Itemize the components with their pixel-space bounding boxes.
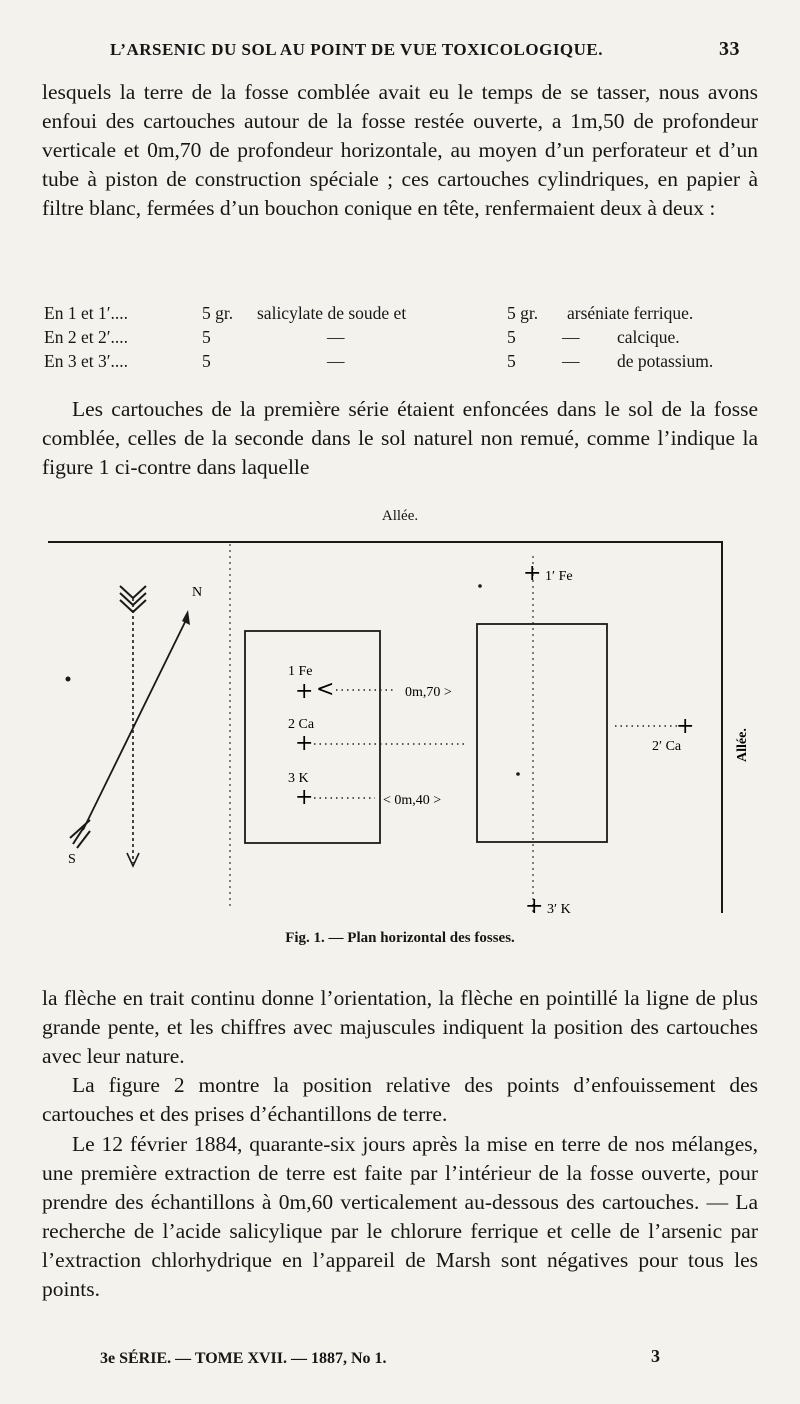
row-quantity-1: 5 [202, 351, 211, 371]
row-quantity-1: 5 [202, 327, 211, 347]
north-label: N [192, 585, 203, 600]
figure-plan-diagram [40, 528, 750, 919]
paragraph-4: La figure 2 montre la position relative des points d’enfouissement des cartouches et des prises d’échantillons de terre. [42, 1073, 758, 1126]
cartridge-label-2-ca: 2 Ca [288, 717, 315, 732]
cartridge-label-3p-k: 3′ K [547, 902, 571, 917]
side-allee-label: Allée. [735, 728, 750, 762]
left-chevron-icon: < [316, 677, 335, 702]
garden-border-line [48, 542, 722, 913]
south-label: S [68, 852, 76, 867]
series-info: 3e SÉRIE. — TOME XVII. — 1887, No 1. [100, 1350, 387, 1367]
cartridge-label-1p-fe: 1′ Fe [545, 569, 573, 584]
cartridge-cross-icon: + [523, 561, 542, 586]
footer [100, 1346, 660, 1368]
cartridge-label-1-fe: 1 Fe [288, 664, 313, 679]
cartridge-cross-icon: + [295, 731, 314, 756]
distance-40-label: < 0m,40 > [383, 793, 442, 808]
paragraph-2: Les cartouches de la première série étaient enfoncées dans le sol de la fosse comblée, celles de la seconde dans le sol naturel non remué, comme l’indique la figure 1 ci-contre dans laquelle [42, 397, 758, 479]
cartridge-cross-icon: + [676, 714, 695, 739]
marker-dot [516, 772, 520, 776]
row-quantity-1: 5 gr. [202, 303, 234, 323]
marker-dot [66, 677, 71, 682]
running-head-title: L’ARSENIC DU SOL AU POINT DE VUE TOXICOLOGIQUE. [110, 40, 604, 59]
figure-caption: Fig. 1. — Plan horizontal des fosses. [285, 930, 515, 946]
orientation-arrow-line [83, 616, 188, 830]
row-quantity-2: 5 gr. [507, 303, 539, 323]
table-row [42, 349, 752, 373]
cartridge-cross-icon: + [295, 679, 314, 704]
row-ditto-1: — [327, 351, 345, 371]
cartridge-table [42, 301, 752, 373]
cartridge-cross-icon: + [525, 894, 544, 919]
row-position: En 3 et 3′.... [44, 351, 129, 371]
open-pit-outline [477, 624, 607, 842]
row-substance-2: arséniate ferrique. [567, 303, 694, 323]
marker-dot [478, 584, 482, 588]
running-head [110, 40, 740, 60]
slope-arrow-head-icon [127, 853, 139, 866]
table-row [42, 325, 752, 349]
paragraph-1: lesquels la terre de la fosse comblée avait eu le temps de se tasser, nous avons enfoui des cartouches autour de la fosse restée ouverte, a 1m,50 de profondeur verticale et 0m,70 de profondeur horizontale, au moyen d’un perforateur et d’un tube à piston de construction spéciale ; ces cartouches cylindriques, en papier à filtre blanc, fermées d’un bouchon conique en tête, renfermaient deux à deux : [42, 80, 758, 220]
distance-70-label: 0m,70 > [405, 685, 452, 700]
row-ditto-1: — [327, 327, 345, 347]
north-arrow-head-icon [182, 610, 190, 625]
row-ditto-2: — [562, 327, 580, 347]
row-ditto-2: — [562, 351, 580, 371]
cartridge-label-2p-ca: 2′ Ca [652, 739, 682, 754]
row-substance-2: de potassium. [617, 351, 714, 371]
south-feather-icon [70, 820, 90, 848]
row-position: En 1 et 1′.... [44, 303, 129, 323]
row-substance-1: salicylate de soude et [257, 303, 407, 323]
page-number: 33 [719, 38, 740, 60]
row-substance-2: calcique. [617, 327, 680, 347]
cartridge-label-3-k: 3 K [288, 771, 309, 786]
table-row [42, 301, 752, 325]
paragraph-5: Le 12 février 1884, quarante-six jours après la mise en terre de nos mélanges, une première extraction de terre est faite par l’intérieur de la fosse ouverte, pour prendre des échantillons à 0m,60 verticalement au-dessous des cartouches. — La recherche de l’acide salicylique par le chlorure ferrique et celle de l’arsenic par l’extraction chlorhydrique en l’appareil de Marsh sont négatives pour tous les points. [42, 1132, 758, 1301]
figure-top-label: Allée. [381, 508, 419, 524]
signature-mark: 3 [651, 1346, 660, 1366]
row-quantity-2: 5 [507, 351, 516, 371]
paragraph-3: la flèche en trait continu donne l’orientation, la flèche en pointillé la ligne de plus grande pente, et les chiffres avec majuscules indiquent la position des cartouches avec leur nature. [42, 986, 758, 1068]
cartridge-cross-icon: + [295, 785, 314, 810]
row-position: En 2 et 2′.... [44, 327, 129, 347]
row-quantity-2: 5 [507, 327, 516, 347]
